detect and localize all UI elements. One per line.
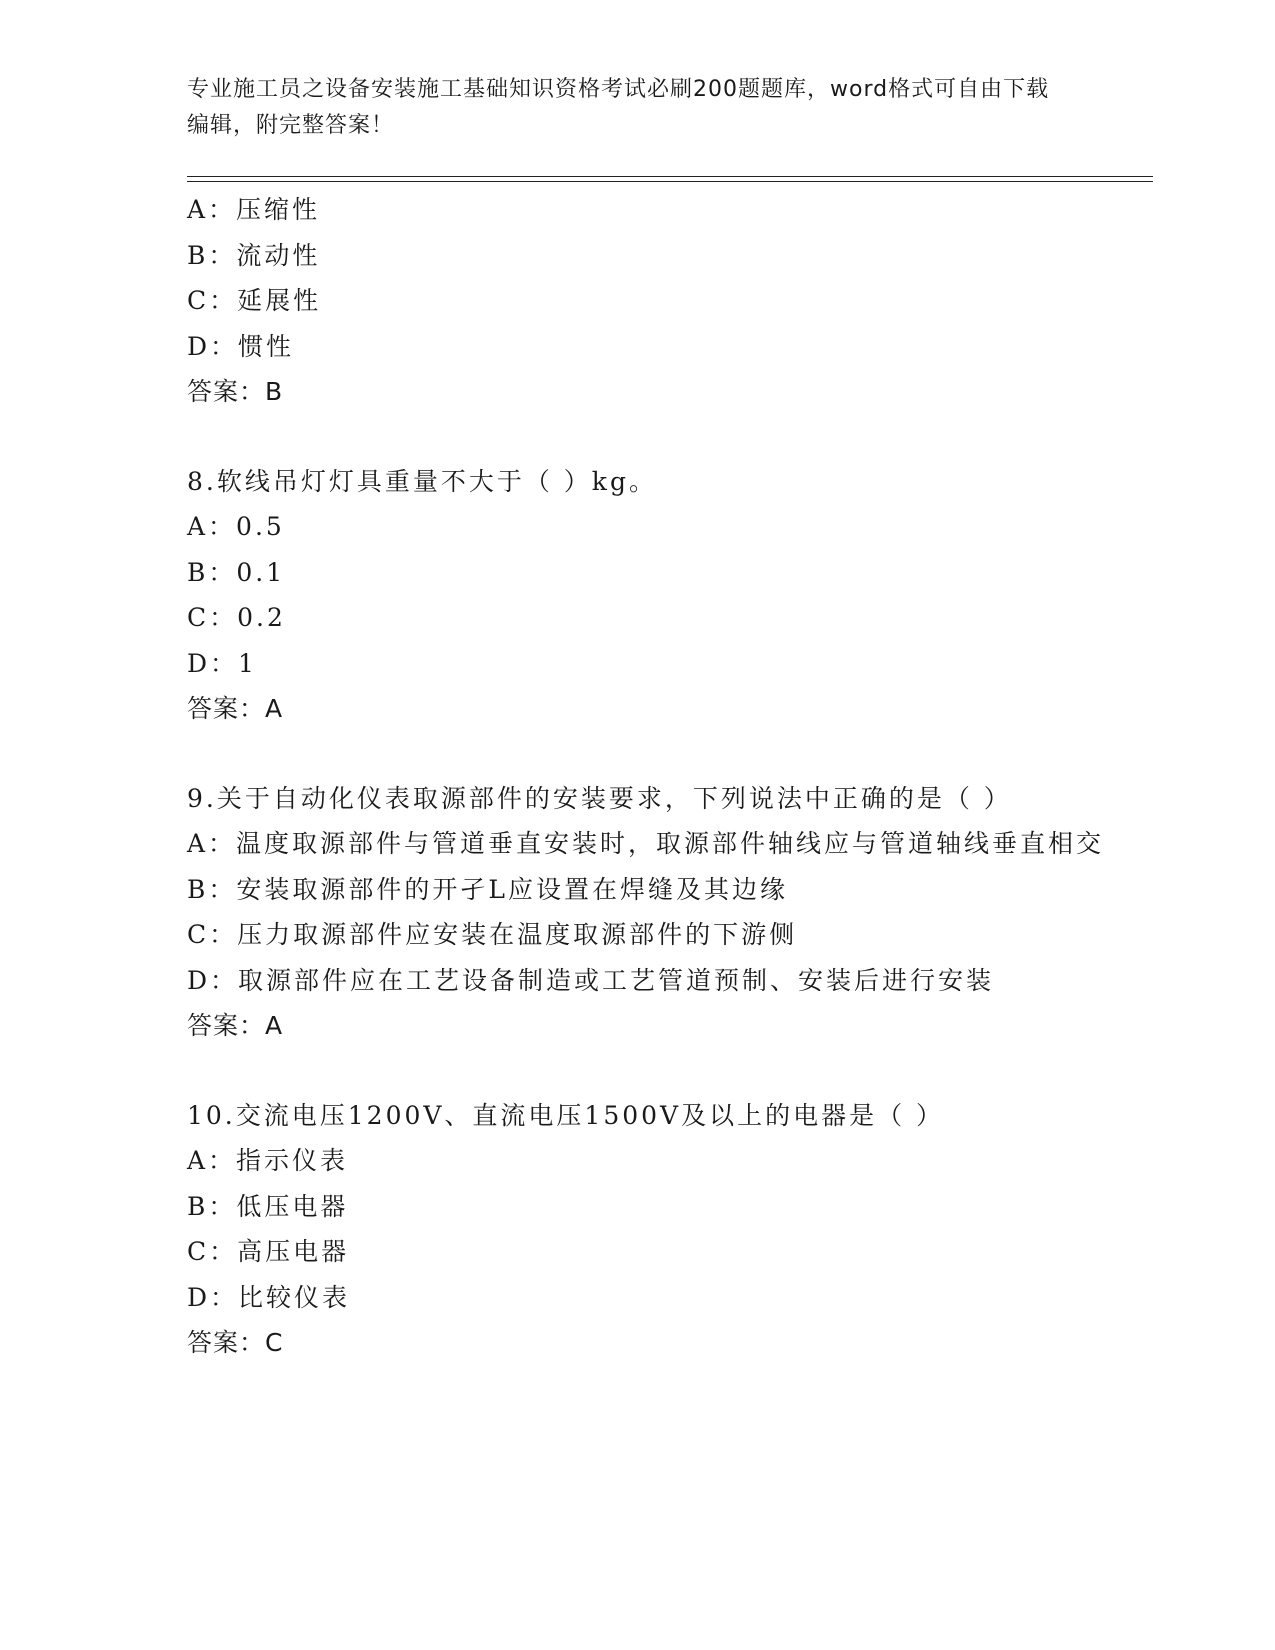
option-d: D：取源部件应在工艺设备制造或工艺管道预制、安装后进行安装 (187, 965, 995, 995)
option-a: A：指示仪表 (187, 1146, 349, 1175)
option-c: C：延展性 (187, 286, 322, 315)
question-gap (187, 732, 1107, 776)
option-c: C：高压电器 (187, 1237, 350, 1266)
question-9 (187, 776, 1107, 1049)
header-divider-bottom (187, 181, 1153, 182)
answer-line: 答案：C (187, 1328, 284, 1357)
document-header: 专业施工员之设备安装施工基础知识资格考试必刷200题题库，word格式可自由下载编辑，附完整答案！ (187, 77, 1050, 138)
question-7 (187, 187, 1107, 415)
option-b: B：0.1 (187, 557, 286, 587)
option-b: B：安装取源部件的开孑L应设置在焊缝及其边缘 (187, 874, 788, 904)
option-c: C：0.2 (187, 603, 286, 632)
question-text: 8.软线吊灯灯具重量不大于（ ）kg。 (187, 466, 657, 496)
question-8 (187, 459, 1107, 732)
answer-line: 答案：A (187, 1011, 284, 1040)
question-gap (187, 1049, 1107, 1093)
question-text: 10.交流电压1200V、直流电压1500V及以上的电器是（ ） (187, 1100, 945, 1130)
question-text: 9.关于自动化仪表取源部件的安装要求，下列说法中正确的是（ ） (187, 783, 1012, 813)
option-a: A：压缩性 (187, 195, 321, 224)
question-10 (187, 1093, 1107, 1366)
option-d: D：比较仪表 (187, 1282, 351, 1312)
question-content (187, 187, 1107, 1366)
option-a: A：温度取源部件与管道垂直安装时，取源部件轴线应与管道轴线垂直相交 (187, 829, 1105, 858)
header-divider-top (187, 176, 1153, 177)
question-gap (187, 415, 1107, 459)
option-d: D：惯性 (187, 331, 295, 361)
option-c: C：压力取源部件应安装在温度取源部件的下游侧 (187, 920, 798, 949)
option-a: A：0.5 (187, 512, 285, 541)
answer-line: 答案：B (187, 377, 284, 406)
answer-line: 答案：A (187, 694, 284, 723)
option-b: B：流动性 (187, 240, 321, 270)
option-d: D：1 (187, 648, 257, 678)
option-b: B：低压电器 (187, 1191, 349, 1221)
